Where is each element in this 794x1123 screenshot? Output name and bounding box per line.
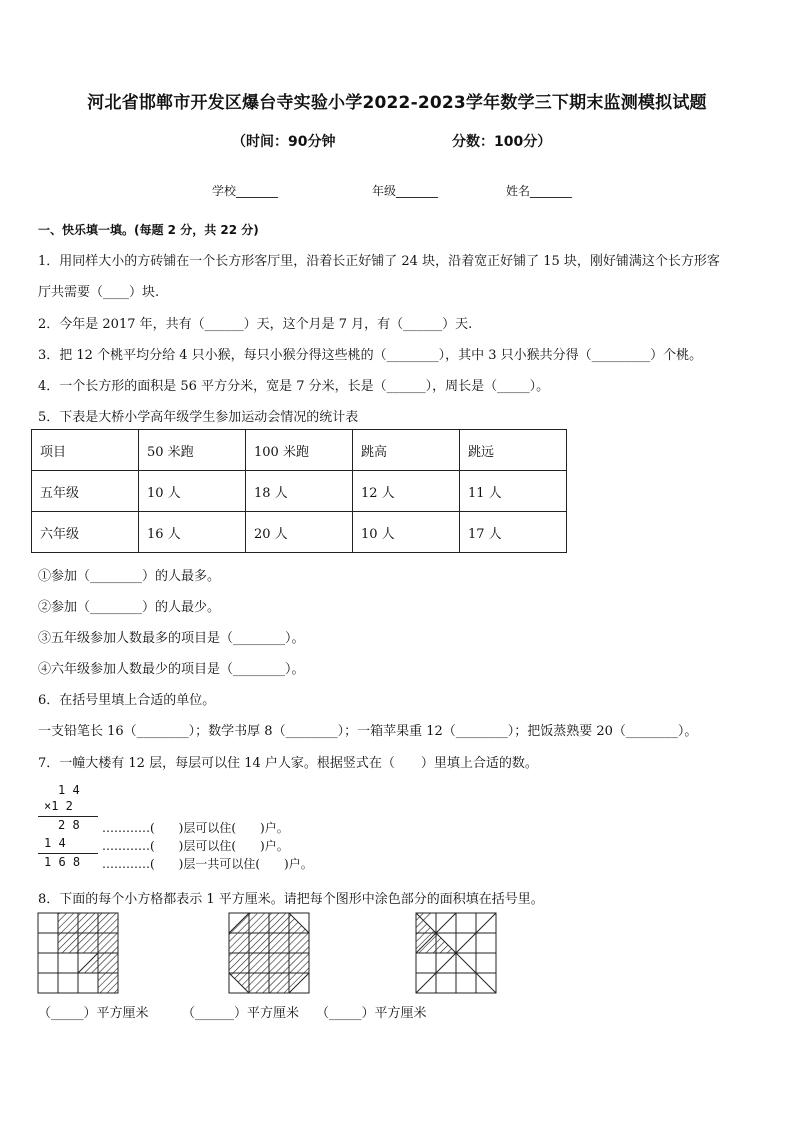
name-field: 姓名_______ bbox=[506, 184, 573, 198]
question-5-sub-3: ③五年级参加人数最多的项目是（________）。 bbox=[38, 631, 305, 646]
table-cell: 18 人 bbox=[246, 471, 353, 512]
area-figures bbox=[0, 905, 794, 1000]
table-cell: 17 人 bbox=[460, 512, 567, 553]
question-4: 4．一个长方形的面积是 56 平方分米，宽是 7 分米，长是（______），周长是（_____）。 bbox=[38, 379, 550, 394]
table-cell: 项目 bbox=[32, 430, 139, 471]
exam-score: 分数：100分） bbox=[452, 134, 552, 150]
table-cell: 10 人 bbox=[139, 471, 246, 512]
figure-3 bbox=[416, 913, 496, 993]
divider bbox=[38, 816, 98, 817]
vertical-row: 2 8 bbox=[58, 818, 80, 832]
vertical-row: ×1 2 bbox=[44, 799, 73, 813]
question-5: 5．下表是大桥小学高年级学生参加运动会情况的统计表 bbox=[38, 410, 359, 425]
section-heading: 一、快乐填一填。(每题 2 分，共 22 分) bbox=[38, 223, 259, 237]
vertical-note: …………( )层可以住( )户。 bbox=[102, 839, 289, 853]
table-cell: 六年级 bbox=[32, 512, 139, 553]
table-cell: 100 米跑 bbox=[246, 430, 353, 471]
page-title: 河北省邯郸市开发区爆台寺实验小学2022-2023学年数学三下期末监测模拟试题 bbox=[87, 93, 707, 113]
figure-2-answer: （______）平方厘米 bbox=[182, 1006, 300, 1021]
figure-1-answer: （_____）平方厘米 bbox=[38, 1006, 149, 1021]
figure-2 bbox=[229, 913, 309, 993]
question-3: 3．把 12 个桃平均分给 4 只小猴，每只小猴分得这些桃的（________），其中 3 只小猴共分得（_________）个桃。 bbox=[38, 348, 703, 363]
grade-field: 年级_______ bbox=[372, 184, 439, 198]
figure-1 bbox=[38, 913, 118, 993]
vertical-row: 1 4 bbox=[44, 836, 66, 850]
stats-table bbox=[31, 429, 567, 553]
divider bbox=[38, 853, 98, 854]
table-cell: 50 米跑 bbox=[139, 430, 246, 471]
question-6: 6．在括号里填上合适的单位。 bbox=[38, 693, 216, 708]
table-cell: 跳高 bbox=[353, 430, 460, 471]
question-7: 7．一幢大楼有 12 层，每层可以住 14 户人家。根据竖式在（ ）里填上合适的数。 bbox=[38, 756, 538, 771]
table-cell: 五年级 bbox=[32, 471, 139, 512]
question-2: 2．今年是 2017 年，共有（______）天，这个月是 7 月，有（______）天. bbox=[38, 317, 473, 332]
vertical-row: 1 4 bbox=[58, 783, 80, 797]
table-cell: 12 人 bbox=[353, 471, 460, 512]
table-cell: 跳远 bbox=[460, 430, 567, 471]
table-row bbox=[32, 471, 567, 512]
school-field: 学校_______ bbox=[212, 184, 279, 198]
table-row bbox=[32, 430, 567, 471]
table-cell: 20 人 bbox=[246, 512, 353, 553]
table-cell: 16 人 bbox=[139, 512, 246, 553]
question-1-line-1: 1．用同样大小的方砖铺在一个长方形客厅里，沿着长正好铺了 24 块，沿着宽正好铺了 15 块，刚好铺满这个长方形客 bbox=[38, 254, 720, 269]
figure-3-answer: （_____）平方厘米 bbox=[316, 1006, 427, 1021]
vertical-note: …………( )层一共可以住( )户。 bbox=[102, 857, 313, 871]
vertical-row: 1 6 8 bbox=[44, 855, 81, 869]
question-5-sub-1: ①参加（________）的人最多。 bbox=[38, 569, 221, 584]
table-row bbox=[32, 512, 567, 553]
question-5-sub-4: ④六年级参加人数最少的项目是（________）。 bbox=[38, 662, 305, 677]
vertical-note: …………( )层可以住( )户。 bbox=[102, 821, 289, 835]
question-8: 8．下面的每个小方格都表示 1 平方厘米。请把每个图形中涂色部分的面积填在括号里。 bbox=[38, 892, 544, 907]
question-1-line-2: 厅共需要（____）块. bbox=[38, 285, 160, 300]
table-cell: 10 人 bbox=[353, 512, 460, 553]
question-6-line: 一支铅笔长 16（________）；数学书厚 8（________）；一箱苹果重 12（________）；把饭蒸熟要 20（________）。 bbox=[38, 724, 698, 739]
table-cell: 11 人 bbox=[460, 471, 567, 512]
question-5-sub-2: ②参加（________）的人最少。 bbox=[38, 600, 221, 615]
exam-time: （时间：90分钟 bbox=[232, 134, 336, 150]
